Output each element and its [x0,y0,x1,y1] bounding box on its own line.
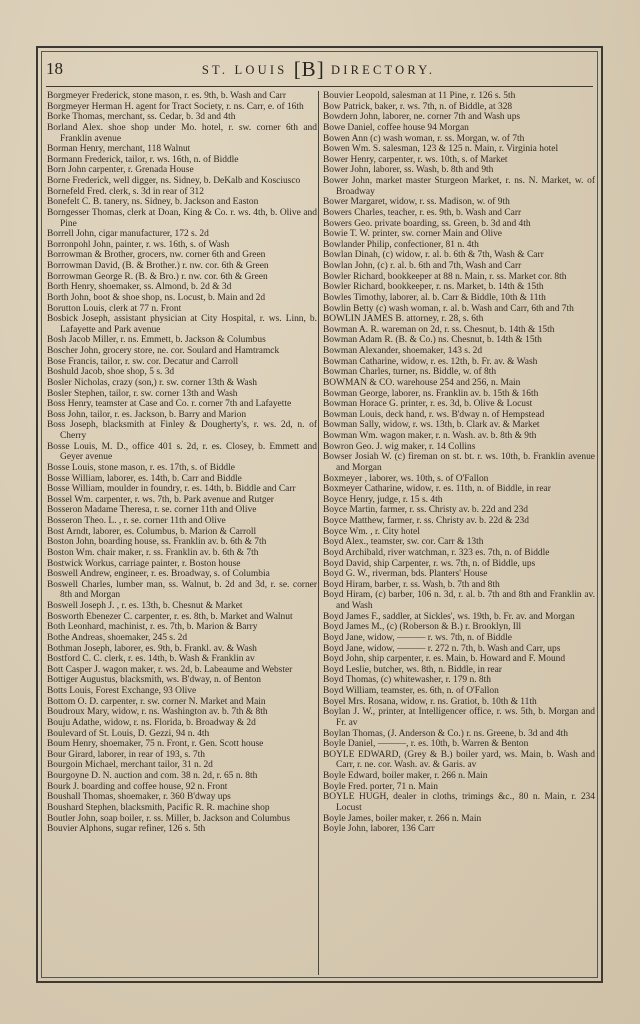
directory-entry: Boushard Stephen, blacksmith, Pacific R. R. machine shop [47,802,270,813]
directory-entry: Bott Casper J. wagon maker, r. ws. 2d, b. Labeaume and Webster [47,664,293,675]
directory-entry: Boyd James M., (c) (Roberson & B.) r. Brooklyn, Ill [323,622,522,633]
directory-entry: Both Leonhard, machinist, r. es. 7th, b. Marion & Barry [47,622,258,633]
directory-entry: Bosler Stephen, tailor, r. sw. corner 13th and Wash [47,388,238,399]
directory-entry: Bowdern John, laborer, ne. corner 7th and Wash ups [323,112,521,123]
directory-entry: Boyle Edward, boiler maker, r. 266 n. Main [323,771,488,781]
directory-entry: Bowlin Betty (c) wash woman, r. al. b. Wash and Carr, 6th and 7th [323,303,574,314]
directory-entry: Bottiger Augustus, blacksmith, ws. B'dway, n. of Benton [47,675,261,686]
directory-entry: Bowen Ann (c) wash woman, r. ss. Morgan, w. of 7th [323,133,525,144]
directory-entry: Borgmeyer Frederick, stone mason, r. es. 9th, b. Wash and Carr [47,91,286,101]
page-number: 18 [46,59,63,78]
directory-entry: Boyle Fred. porter, 71 n. Main [323,781,438,792]
directory-entry: Borne Frederick, well digger, ns. Sidney, b. DeKalb and Kosciusco [47,176,301,186]
running-title-directory: DIRECTORY. [331,63,436,77]
directory-entry: Bour Girard, laborer, in rear of 193, s. 7th [47,749,205,760]
directory-entry: BOWLIN JAMES B. attorney, r. 28, s. 6th [323,314,484,325]
directory-entry: Borutton Louis, clerk at 77 n. Front [47,303,182,314]
directory-entry: Bose Francis, tailor, r. sw. cor. Decatur and Carroll [47,356,239,367]
directory-entry: Borgmeyer Herman H. agent for Tract Society, r. ns. Carr, e. of 16th [47,101,304,112]
directory-entry: Bowe Daniel, coffee house 94 Morgan [323,122,469,133]
directory-entry: Bowman Catharine, widow, r. es. 12th, b. Fr. av. & Wash [323,356,538,367]
directory-entry: Boyd Jane, widow, ——— r. 272 n. 7th, b. Wash and Carr, ups [323,643,561,654]
directory-entry: BOYLE HUGH, dealer in cloths, trimings &c., 80 n. Main, r. 234 Locust [323,792,595,813]
directory-entry: Bosworth Ebenezer C. carpenter, r. es. 8th, b. Market and Walnut [47,611,293,622]
directory-entry: Boylan Thomas, (J. Anderson & Co.) r. ns. Greene, b. 3d and 4th [323,728,568,739]
directory-entry: Boss John, tailor, r. es. Jackson, b. Barry and Marion [47,409,247,420]
directory-entry: Bostwick Workus, carriage painter, r. Boston house [47,558,241,569]
directory-entry: Bouvier Leopold, salesman at 11 Pine, r. 126 s. 5th [323,91,516,101]
directory-entry: Bosse William, laborer, es. 14th, b. Carr and Biddle [47,473,242,484]
page-frame [36,46,603,983]
directory-entry: Bower Margaret, widow, r. ss. Madison, w. of 9th [323,197,510,208]
directory-entry: Bowie T. W. printer, sw. corner Main and Olive [323,229,502,240]
directory-columns [44,91,595,975]
directory-entry: Boyce Henry, judge, r. 15 s. 4th [323,494,443,505]
directory-entry: Boyd John, ship carpenter, r. es. Main, b. Howard and F. Mound [323,654,566,665]
directory-entry: Bowman Louis, deck hand, r. ws. B'dway n. of Hempstead [323,409,545,420]
directory-entry: Boyce Matthew, farmer, r. ss. Christy av. b. 22d & 23d [323,516,529,526]
column-divider [318,91,319,975]
directory-entry: Boum Henry, shoemaker, 75 n. Front, r. Gen. Scott house [47,739,264,750]
directory-entry: Bosse William, moulder in foundry, r. es. 14th, b. Biddle and Carr [47,484,296,495]
directory-entry: Boyce Wm. , r. City hotel [323,526,420,537]
directory-entry: Bothman Joseph, laborer, es. 9th, b. Frankl. av. & Wash [47,643,257,654]
running-header [46,56,591,82]
directory-entry: Bosse Louis, M. D., office 401 s. 2d, r. es. Closey, b. Emmett and Geyer avenue [47,441,317,463]
directory-entry: Borrowman David, (B. & Brother.) r. nw. cor. 6th & Green [47,261,269,271]
directory-entry: Borth Henry, shoemaker, ss. Almond, b. 2d & 3d [47,282,232,293]
directory-entry: Bornefeld Fred. clerk, s. 3d in rear of 312 [47,186,204,197]
directory-entry: Borngesser Thomas, clerk at Doan, King & Co. r. ws. 4th, b. Olive and Pine [47,207,317,229]
directory-entry: Boxmeyer , laborer, ws. 10th, s. of O'Fallon [323,473,489,484]
directory-entry: Boyle Daniel, ———, r. es. 10th, b. Warren & Benton [323,739,529,750]
directory-entry: Boyd Hiram, barber, r. ss. Wash, b. 7th and 8th [323,579,500,590]
left-column [47,91,317,835]
directory-entry: Bothe Andreas, shoemaker, 245 s. 2d [47,632,188,643]
directory-entry: Born John carpenter, r. Grenada House [47,165,194,176]
directory-entry: Bowman George, laborer, ns. Franklin av. b. 15th & 16th [323,388,539,399]
running-title [46,56,591,83]
directory-entry: Bourgoyne D. N. auction and com. 38 n. 2d, r. 65 n. 8th [47,771,258,781]
directory-entry: Bosbick Joseph, assistant physician at City Hospital, r. ws. Linn, b. Lafayette and Park avenue [47,314,317,335]
directory-entry: Bosler Nicholas, crazy (son,) r. sw. corner 13th & Wash [47,377,257,388]
directory-entry: Bosh Jacob Miller, r. ns. Emmett, b. Jackson & Columbus [47,335,266,346]
directory-entry: Bowlander Philip, confectioner, 81 n. 4th [323,239,479,250]
directory-entry: Bowles Timothy, laborer, al. b. Carr & Biddle, 10th & 11th [323,292,546,303]
directory-entry: Bowser Josiah W. (c) fireman on st. bt. r. ws. 10th, b. Franklin avenue and Morgan [323,452,595,473]
directory-entry: Bost Arndt, laborer, es. Columbus, b. Marion & Carroll [47,526,257,537]
directory-entry: Boyd Leslie, butcher, ws. 8th, n. Biddle, in rear [323,664,502,675]
directory-entry: Bower John, market master Sturgeon Market, r. ns. N. Market, w. of Broadway [323,176,595,197]
directory-entry: Boyd Hiram, (c) barber, 106 n. 3d, r. al. b. 7th and 8th and Franklin av. and Wash [323,590,595,611]
directory-entry: Bourgoin Michael, merchant tailor, 31 n. 2d [47,760,213,771]
directory-entry: Bosse Louis, stone mason, r. es. 17th, s. of Biddle [47,462,235,473]
directory-entry: Boston Wm. chair maker, r. ss. Franklin av. b. 6th & 7th [47,547,259,558]
directory-entry: Bosseron Madame Theresa, r. se. corner 11th and Olive [47,505,257,516]
directory-entry: Boshuld Jacob, shoe shop, 5 s. 3d [47,367,175,378]
directory-entry: Bowlan John, (c) r. al. b. 6th and 7th, Wash and Carr [323,261,522,271]
directory-entry: Bonefelt C. B. tanery, ns. Sidney, b. Jackson and Easton [47,197,259,208]
directory-entry: Boss Henry, teamster at Case and Co. r. corner 7th and Lafayette [47,399,292,410]
directory-entry: Bowler Richard, bookkeeper at 88 n. Main, r. ss. Market cor. 8th [323,271,567,282]
directory-entry: Boyd Archibald, river watchman, r. 323 es. 7th, n. of Biddle [323,547,550,558]
directory-entry: Borland Alex. shoe shop under Mo. hotel, r. sw. corner 6th and Franklin avenue [47,122,317,144]
directory-entry: Bowers Charles, teacher, r. es. 9th, b. Wash and Carr [323,207,522,218]
directory-entry: Bossel Wm. carpenter, r. ws. 7th, b. Park avenue and Rutger [47,494,274,505]
directory-entry: Bowman Wm. wagon maker, r. n. Wash. av. b. 8th & 9th [323,431,537,441]
directory-entry: Boyd William, teamster, es. 6th, n. of O'Fallon [323,686,499,696]
directory-entry: Bow Patrick, baker, r. ws. 7th, n. of Biddle, at 328 [323,101,513,112]
directory-entry: Boyd David, ship Carpenter, r. ws. 7th, n. of Biddle, ups [323,558,536,569]
directory-entry: Bowman Horace G. printer, r. es. 3d, b. Olive & Locust [323,399,533,410]
directory-entry: Borth John, boot & shoe shop, ns. Locust, b. Main and 2d [47,292,266,303]
directory-entry: Boutler John, soap boiler, r. ss. Miller, b. Jackson and Columbus [47,813,291,824]
directory-entry: Boss Joseph, blacksmith at Finley & Dougherty's, r. ws. 2d, n. of Cherry [47,420,317,441]
directory-entry: Bosseron Theo. L. , r. se. corner 11th and Olive [47,516,226,526]
directory-entry: Bowlan Dinah, (c) widow, r. al. b. 6th & 7th, Wash & Carr [323,250,544,261]
directory-entry: Boyd Alex., teamster, sw. cor. Carr & 13th [323,537,484,548]
directory-entry: Boyd Jane, widow, ——— r. ws. 7th, n. of Biddle [323,632,512,643]
directory-entry: Borrowman George R. (B. & Bro.) r. nw. cor. 6th & Green [47,271,268,282]
directory-entry: Boyd James F., saddler, at Sickles', ws. 19th, b. Fr. av. and Morgan [323,611,575,622]
directory-entry: Bottom O. D. carpenter, r. sw. corner N. Market and Main [47,696,266,707]
directory-entry: Boxmeyer Catharine, widow, r. es. 11th, n. of Biddle, in rear [323,484,551,495]
directory-entry: Boscher John, grocery store, ne. cor. Soulard and Hamtramck [47,346,280,356]
directory-entry: Bormann Frederick, tailor, r. ws. 16th, n. of Biddle [47,154,239,165]
directory-entry: Borrell John, cigar manufacturer, 172 s. 2d [47,229,209,240]
directory-entry: Bowers Geo. private boarding, ss. Green, b. 3d and 4th [323,218,531,229]
directory-entry: Boswell Charles, lumber man, ss. Walnut, b. 2d and 3d, r. se. corner 8th and Morgan [47,579,317,601]
directory-entry: Bostford C. C. clerk, r. es. 14th, b. Wash & Franklin av [47,654,255,665]
directory-entry: Boulevard of St. Louis, D. Gezzi, 94 n. 4th [47,728,210,739]
directory-entry: Boswell Andrew, engineer, r. es. Broadway, s. of Columbia [47,569,270,580]
directory-entry: Borronpohl John, painter, r. ws. 16th, s. of Wash [47,239,230,250]
directory-entry: Borrowman & Brother, grocers, nw. corner 6th and Green [47,250,266,261]
directory-entry: Bowman A. R. wareman on 2d, r. ss. Chesnut, b. 14th & 15th [323,324,555,335]
directory-entry: Bowen Wm. S. salesman, 123 & 125 n. Main, r. Virginia hotel [323,144,559,155]
directory-entry: Boudroux Mary, widow, r. ns. Washington av. b. 7th & 8th [47,707,268,718]
directory-entry: Boyel Mrs. Rosana, widow, r. ns. Gratiot, b. 10th & 11th [323,696,537,707]
directory-entry: BOWMAN & CO. warehouse 254 and 256, n. Main [323,377,521,388]
running-title-letter: [B] [293,57,325,81]
directory-entry: Bower John, laborer, ss. Wash, b. 8th and 9th [323,165,494,176]
directory-entry: Boyce Martin, farmer, r. ss. Christy av. b. 22d and 23d [323,505,529,516]
directory-entry: Borman Henry, merchant, 118 Walnut [47,144,191,155]
directory-entry: Bouju Adathe, widow, r. ns. Florida, b. Broadway & 2d [47,717,256,728]
directory-entry: Bower Henry, carpenter, r. ws. 10th, s. of Market [323,154,508,165]
running-title-city: ST. LOUIS [201,63,288,77]
directory-entry: Boushall Thomas, shoemaker, r. 360 B'dway ups [47,792,231,803]
directory-entry: Bourk J. boarding and coffee house, 92 n. Front [47,781,228,792]
directory-entry: Boyd Thomas, (c) whitewasher, r. 179 n. 8th [323,675,491,686]
directory-entry: Bowman Charles, turner, ns. Biddle, w. of 8th [323,367,497,378]
directory-entry: Boyle James, boiler maker, r. 266 n. Main [323,813,482,824]
directory-entry: Botts Louis, Forest Exchange, 93 Olive [47,686,197,696]
directory-entry: Bowman Sally, widow, r. ws. 13th, b. Clark av. & Market [323,420,540,431]
right-column [323,91,595,835]
directory-entry: Boyd G. W., riverman, bds. Planters' House [323,569,488,580]
directory-entry: Boswell Joseph J. , r. es. 13th, b. Chesnut & Market [47,601,243,611]
directory-entry: Boylan J. W., printer, at Intelligencer office, r. ws. 5th, b. Morgan and Fr. av [323,707,595,728]
directory-entry: Bowman Alexander, shoemaker, 143 s. 2d [323,346,483,356]
directory-entry: Bouvier Alphons, sugar refiner, 126 s. 5th [47,824,206,835]
directory-entry: Bowman Adam R. (B. & Co.) ns. Chesnut, b. 14th & 15th [323,335,542,346]
directory-entry: Borke Thomas, merchant, ss. Cedar, b. 3d and 4th [47,112,236,123]
directory-entry: Bowron Geo. J. wig maker, r. 14 Collins [323,441,476,452]
directory-entry: Boston John, boarding house, ss. Franklin av. b. 6th & 7th [47,537,267,548]
header-rule [46,86,593,87]
directory-entry: BOYLE EDWARD, (Grey & B.) boiler yard, ws. Main, b. Wash and Carr, r. ne. cor. Wash. av. & Garis. av [323,749,595,771]
directory-entry: Boyle John, laborer, 136 Carr [323,824,435,835]
directory-entry: Bowler Richard, bookkeeper, r. ns. Market, b. 14th & 15th [323,282,544,293]
